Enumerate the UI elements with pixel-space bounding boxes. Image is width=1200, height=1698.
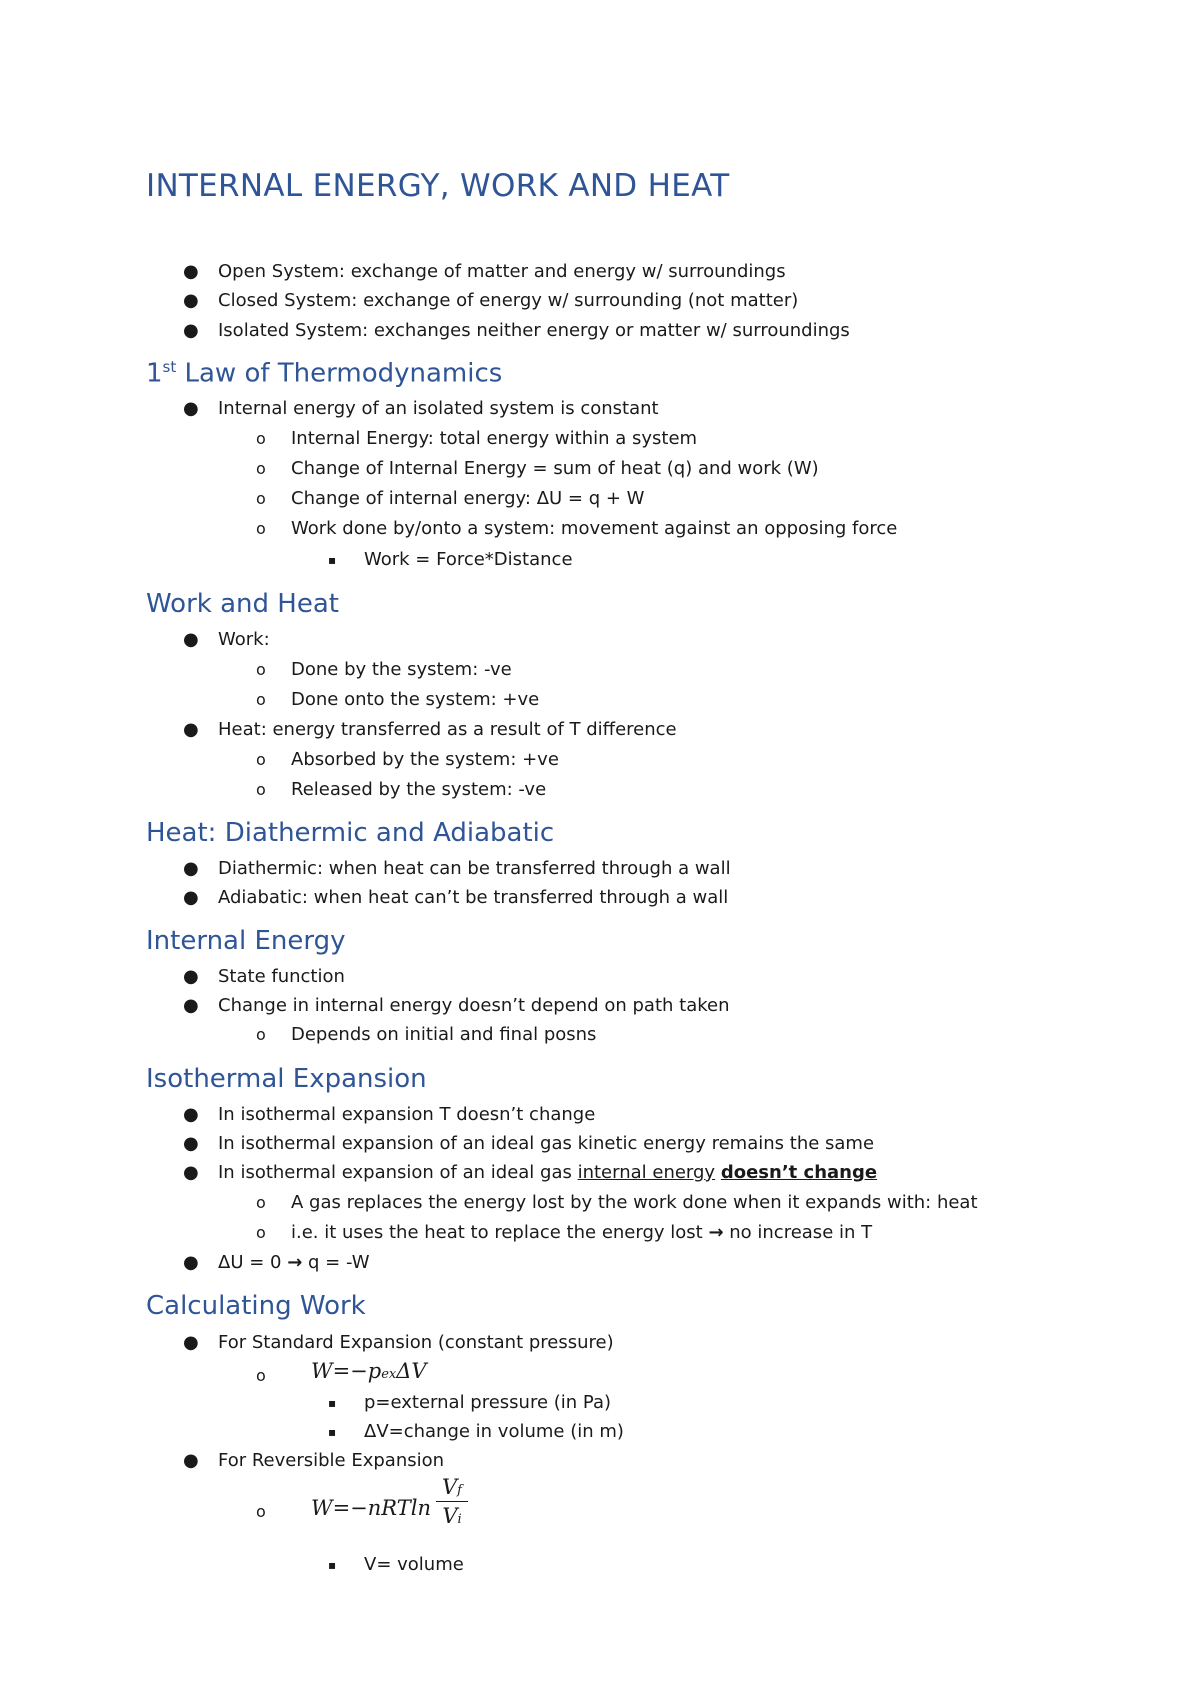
- list-item: ΔU = 0 → q = -W: [218, 1252, 370, 1273]
- circle-marker: o: [256, 780, 266, 799]
- section-heading-work-heat: Work and Heat: [146, 589, 339, 619]
- arrow-right-icon: →: [287, 1252, 303, 1273]
- circle-marker: o: [256, 519, 266, 538]
- section-heading-calculating-work: Calculating Work: [146, 1291, 366, 1321]
- list-item: Open System: exchange of matter and energy w/ surroundings: [218, 261, 786, 282]
- bullet-marker: ●: [183, 1104, 199, 1125]
- circle-marker: o: [256, 429, 266, 448]
- list-item: Absorbed by the system: +ve: [291, 749, 559, 770]
- equation-reversible-work: W=−nRTln: [311, 1496, 431, 1520]
- list-item: Change of internal energy: ΔU = q + W: [291, 488, 645, 509]
- circle-marker: o: [256, 1223, 266, 1242]
- bullet-marker: ●: [183, 1162, 199, 1183]
- circle-marker: o: [256, 1366, 266, 1385]
- bullet-marker: ●: [183, 966, 199, 987]
- bullet-marker: ●: [183, 858, 199, 879]
- list-item: Heat: energy transferred as a result of T difference: [218, 719, 677, 740]
- circle-marker: o: [256, 1502, 266, 1521]
- list-item: In isothermal expansion T doesn’t change: [218, 1104, 596, 1125]
- list-item: i.e. it uses the heat to replace the energy lost → no increase in T: [291, 1222, 873, 1243]
- circle-marker: o: [256, 750, 266, 769]
- list-item: Internal Energy: total energy within a system: [291, 428, 698, 449]
- list-item: Change in internal energy doesn’t depend on path taken: [218, 995, 730, 1016]
- section-heading-isothermal: Isothermal Expansion: [146, 1064, 427, 1094]
- circle-marker: o: [256, 1025, 266, 1044]
- list-item: Closed System: exchange of energy w/ surrounding (not matter): [218, 290, 799, 311]
- bullet-marker: ●: [183, 1133, 199, 1154]
- equation-standard-work: W=−pexΔV: [311, 1359, 427, 1383]
- list-item: Work = Force*Distance: [364, 549, 573, 570]
- list-item: Done by the system: -ve: [291, 659, 512, 680]
- bullet-marker: ●: [183, 320, 199, 341]
- circle-marker: o: [256, 459, 266, 478]
- bullet-marker: ●: [183, 1252, 199, 1273]
- bullet-marker: ●: [183, 719, 199, 740]
- list-item: For Standard Expansion (constant pressure): [218, 1332, 614, 1353]
- list-item: In isothermal expansion of an ideal gas internal energy doesn’t change: [218, 1162, 878, 1183]
- list-item: Work done by/onto a system: movement against an opposing force: [291, 518, 898, 539]
- square-marker: ▪: [328, 1558, 337, 1572]
- list-item: Released by the system: -ve: [291, 779, 547, 800]
- bullet-marker: ●: [183, 261, 199, 282]
- list-item: Change of Internal Energy = sum of heat (q) and work (W): [291, 458, 819, 479]
- bullet-marker: ●: [183, 290, 199, 311]
- section-heading-diathermic: Heat: Diathermic and Adiabatic: [146, 818, 555, 848]
- list-item: Internal energy of an isolated system is constant: [218, 398, 659, 419]
- fraction: Vf Vi: [436, 1475, 468, 1528]
- list-item: Isolated System: exchanges neither energy or matter w/ surroundings: [218, 320, 850, 341]
- bullet-marker: ●: [183, 995, 199, 1016]
- page-title: INTERNAL ENERGY, WORK AND HEAT: [146, 168, 730, 204]
- list-item: Done onto the system: +ve: [291, 689, 540, 710]
- section-heading-internal-energy: Internal Energy: [146, 926, 346, 956]
- circle-marker: o: [256, 660, 266, 679]
- circle-marker: o: [256, 690, 266, 709]
- list-item: Diathermic: when heat can be transferred through a wall: [218, 858, 731, 879]
- list-item: In isothermal expansion of an ideal gas kinetic energy remains the same: [218, 1133, 875, 1154]
- bullet-marker: ●: [183, 887, 199, 908]
- bullet-marker: ●: [183, 1450, 199, 1471]
- circle-marker: o: [256, 1193, 266, 1212]
- square-marker: ▪: [328, 1396, 337, 1410]
- list-item: For Reversible Expansion: [218, 1450, 445, 1471]
- circle-marker: o: [256, 489, 266, 508]
- bullet-marker: ●: [183, 1332, 199, 1353]
- list-item: A gas replaces the energy lost by the work done when it expands with: heat: [291, 1192, 978, 1213]
- arrow-right-icon: →: [708, 1222, 724, 1243]
- list-item: ΔV=change in volume (in m): [364, 1421, 624, 1442]
- list-item: State function: [218, 966, 345, 987]
- list-item: Depends on initial and final posns: [291, 1024, 597, 1045]
- list-item: Adiabatic: when heat can’t be transferred through a wall: [218, 887, 729, 908]
- bullet-marker: ●: [183, 629, 199, 650]
- list-item: p=external pressure (in Pa): [364, 1392, 612, 1413]
- section-heading-first-law: 1st Law of Thermodynamics: [146, 358, 503, 389]
- square-marker: ▪: [328, 1425, 337, 1439]
- list-item: Work:: [218, 629, 270, 650]
- list-item: V= volume: [364, 1554, 464, 1575]
- bullet-marker: ●: [183, 398, 199, 419]
- square-marker: ▪: [328, 553, 337, 567]
